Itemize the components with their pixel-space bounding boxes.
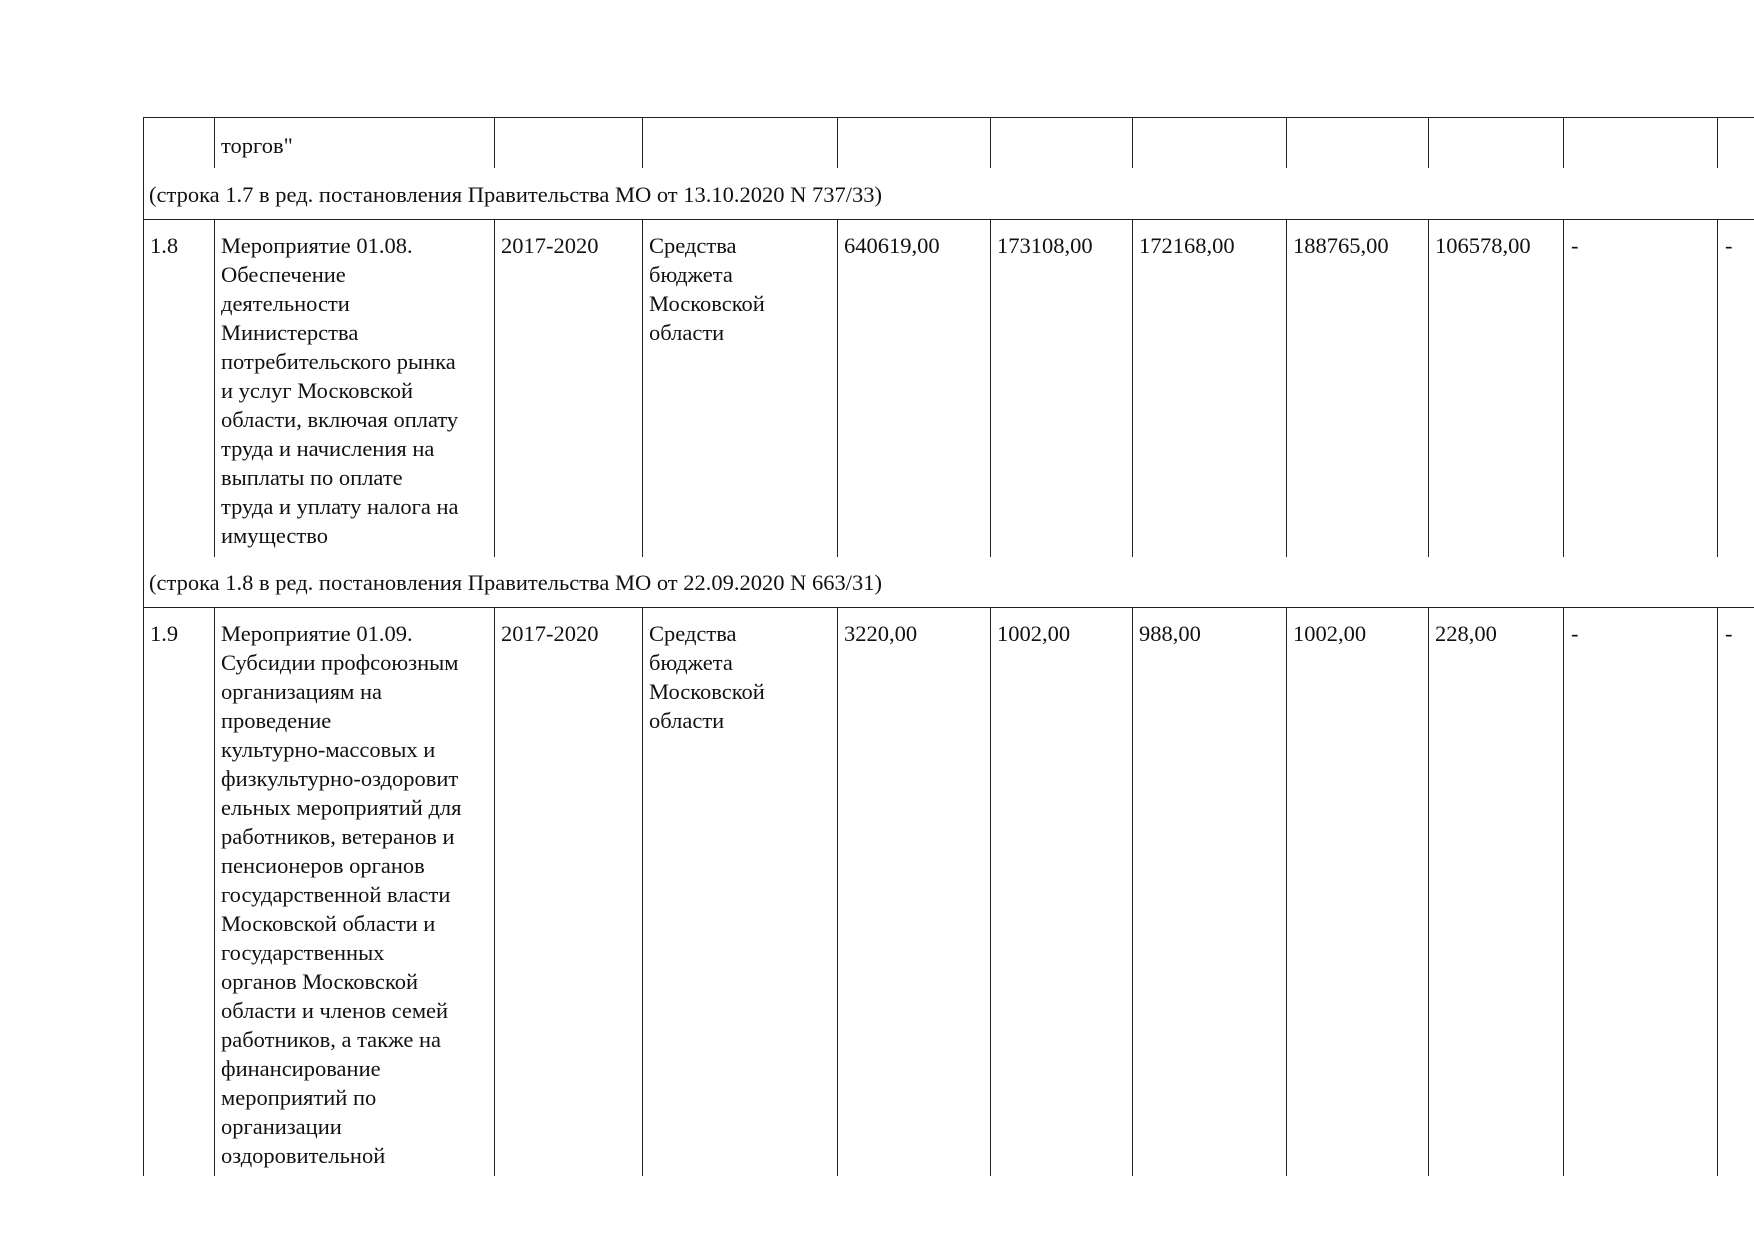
activity-description: Мероприятие 01.09. Субсидии профсоюзным организациям на проведение культурно-массовых и физкультурно-оздоровит ельных мероприятий для работников, ветеранов и пенсионеров органов государственной власти Московской области и государственных органов Московской области и членов семей работников, а также на финансирование мероприятий по организации оздоровительной (221, 621, 462, 1168)
funding-source: Средства бюджета Московской области (649, 233, 765, 345)
col-divider (990, 117, 991, 168)
col-divider (837, 219, 838, 557)
amendment-note-row-1-7: (строка 1.7 в ред. постановления Правительства МО от 13.10.2020 N 737/33) (149, 182, 882, 207)
col-divider (990, 219, 991, 557)
col-divider (1717, 219, 1718, 557)
col-divider (1132, 117, 1133, 168)
total-amount: 640619,00 (844, 233, 940, 258)
amount-2017: 173108,00 (997, 233, 1093, 258)
col-divider (1717, 117, 1718, 168)
col-divider (990, 607, 991, 1176)
period: 2017-2020 (501, 233, 599, 258)
amount-2018: 172168,00 (1139, 233, 1235, 258)
col-divider (1132, 607, 1133, 1176)
col-divider (1428, 219, 1429, 557)
period: 2017-2020 (501, 621, 599, 646)
col-divider (1563, 607, 1564, 1176)
row-number: 1.9 (150, 621, 179, 646)
col-divider (642, 117, 643, 168)
col-divider (214, 607, 215, 1176)
amount-col-11: - (1725, 621, 1733, 646)
fragment-row-description: торгов" (221, 133, 293, 158)
col-divider (837, 117, 838, 168)
col-divider (837, 607, 838, 1176)
table-left-border (143, 117, 144, 1176)
amount-2019: 188765,00 (1293, 233, 1389, 258)
row-1-9-top-border (143, 607, 1754, 608)
col-divider (1428, 117, 1429, 168)
row-1-8-top-border (143, 219, 1754, 220)
table-top-border (143, 117, 1754, 118)
col-divider (214, 219, 215, 557)
col-divider (494, 219, 495, 557)
col-divider (1132, 219, 1133, 557)
amount-2018: 988,00 (1139, 621, 1201, 646)
activity-description: Мероприятие 01.08. Обеспечение деятельности Министерства потребительского рынка и услуг Московской области, включая оплату труда и начисления на выплаты по оплате труда и уплату налога на имущество (221, 233, 459, 548)
row-number: 1.8 (150, 233, 179, 258)
amount-col-10: - (1571, 233, 1579, 258)
col-divider (214, 117, 215, 168)
amount-col-11: - (1725, 233, 1733, 258)
col-divider (494, 117, 495, 168)
col-divider (642, 219, 643, 557)
col-divider (1286, 117, 1287, 168)
col-divider (1563, 117, 1564, 168)
amount-2019: 1002,00 (1293, 621, 1367, 646)
col-divider (1717, 607, 1718, 1176)
col-divider (1286, 607, 1287, 1176)
funding-source: Средства бюджета Московской области (649, 621, 765, 733)
amount-2017: 1002,00 (997, 621, 1071, 646)
col-divider (642, 607, 643, 1176)
amount-col-10: - (1571, 621, 1579, 646)
amendment-note-row-1-8: (строка 1.8 в ред. постановления Правительства МО от 22.09.2020 N 663/31) (149, 570, 882, 595)
amount-2020: 106578,00 (1435, 233, 1531, 258)
col-divider (494, 607, 495, 1176)
total-amount: 3220,00 (844, 621, 918, 646)
col-divider (1428, 607, 1429, 1176)
amount-2020: 228,00 (1435, 621, 1497, 646)
col-divider (1563, 219, 1564, 557)
col-divider (1286, 219, 1287, 557)
